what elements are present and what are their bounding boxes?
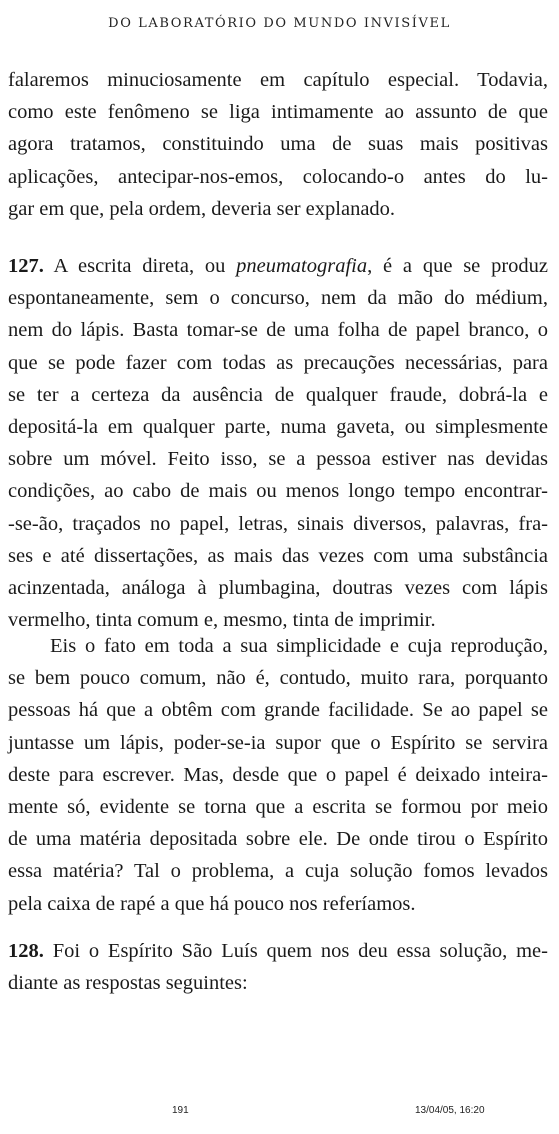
- paragraph-continuation: [8, 64, 548, 225]
- text-line: de uma matéria depositada sobre ele. De onde tirou o Espírito: [8, 828, 548, 851]
- text-line: ses e até dissertações, as mais das vezes com uma substância: [8, 544, 548, 567]
- text-line: depositá-la em qualquer parte, numa gaveta, ou simplesmente: [8, 415, 548, 438]
- page-number: 191: [172, 1105, 189, 1116]
- text-fragment: , é a que se produz: [367, 255, 548, 277]
- text-line: pela caixa de rapé a que há pouco nos referíamos.: [8, 892, 416, 915]
- print-timestamp: 13/04/05, 16:20: [415, 1105, 485, 1116]
- text-line: que se pode fazer com todas as precauções necessárias, para: [8, 351, 548, 374]
- text-line: acinzentada, análoga à plumbagina, doutras vezes com lápis: [8, 576, 548, 599]
- section-127-first-line: [8, 250, 548, 282]
- text-line: Eis o fato em toda a sua simplicidade e cuja reprodução,: [50, 635, 548, 657]
- text-line: agora tratamos, constituindo uma de suas mais positivas: [8, 133, 548, 156]
- text-line: pessoas há que a obtêm com grande facilidade. Se ao papel se: [8, 699, 548, 722]
- text-line: -se-ão, traçados no papel, letras, sinais diversos, palavras, fra-: [8, 512, 548, 535]
- text-line: mente só, evidente se torna que a escrita se formou por meio: [8, 795, 548, 818]
- emphasized-term: pneumatografia: [236, 255, 368, 277]
- text-line: condições, ao cabo de mais ou menos longo tempo encontrar-: [8, 480, 548, 503]
- running-head: DO LABORATÓRIO DO MUNDO INVISÍVEL: [108, 16, 451, 31]
- text-line: aplicações, antecipar-nos-emos, colocando-o antes do lu-: [8, 165, 548, 188]
- section-128: [8, 935, 548, 999]
- text-line: juntasse um lápis, poder-se-ia supor que o Espírito se servira: [8, 731, 548, 754]
- text-line: vermelho, tinta comum e, mesmo, tinta de imprimir.: [8, 609, 436, 632]
- section-127: [8, 250, 548, 636]
- text-line: falaremos minuciosamente em capítulo especial. Todavia,: [8, 69, 548, 91]
- text-line: como este fenômeno se liga intimamente ao assunto de que: [8, 101, 548, 124]
- section-128-first-line: [8, 935, 548, 967]
- text-line: essa matéria? Tal o problema, a cuja solução fomos levados: [8, 860, 548, 883]
- text-line: deste para escrever. Mas, desde que o papel é deixado inteira-: [8, 763, 548, 786]
- text-line: nem do lápis. Basta tomar-se de uma folha de papel branco, o: [8, 319, 548, 342]
- section-number: 127.: [8, 255, 44, 277]
- text-line: se bem pouco comum, não é, contudo, muito rara, porquanto: [8, 667, 548, 690]
- text-line: espontaneamente, sem o concurso, nem da mão do médium,: [8, 287, 548, 310]
- paragraph-indented: [8, 630, 548, 920]
- text-line: gar em que, pela ordem, deveria ser explanado.: [8, 197, 396, 220]
- text-line: sobre um móvel. Feito isso, se a pessoa estiver nas devidas: [8, 448, 548, 471]
- text-line: se ter a certeza da ausência de qualquer fraude, dobrá-la e: [8, 383, 548, 406]
- section-number: 128.: [8, 940, 44, 962]
- text-line: diante as respostas seguintes:: [8, 972, 248, 995]
- text-fragment: A escrita direta, ou: [43, 255, 237, 277]
- text-fragment: Foi o Espírito São Luís quem nos deu essa solução, me-: [43, 940, 548, 962]
